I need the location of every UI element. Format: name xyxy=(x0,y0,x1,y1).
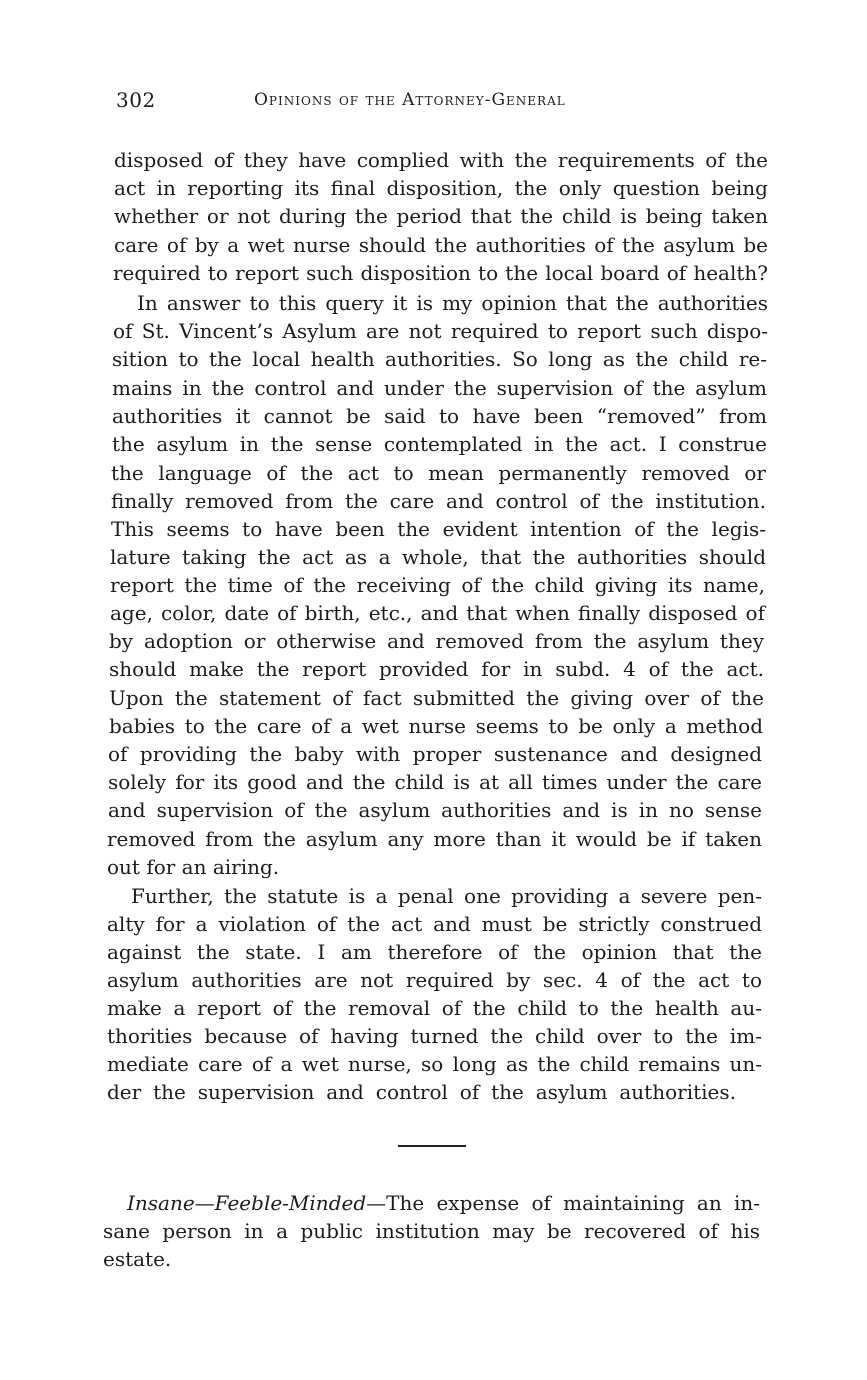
text-line: babies to the care of a wet nurse seems to be only a method xyxy=(109,714,763,738)
text-line: make a report of the removal of the child to the health au- xyxy=(107,996,762,1020)
text-line: finally removed from the care and control of the institution. xyxy=(111,489,766,513)
text-line: lature taking the act as a whole, that the authorities should xyxy=(110,545,766,569)
headnote-line-2: sane person in a public institution may be recovered of his xyxy=(103,1219,760,1243)
text-line: asylum authorities are not required by sec. 4 of the act to xyxy=(107,968,762,992)
headnote-line-3: estate. xyxy=(103,1247,172,1271)
text-line: report the time of the receiving of the child giving its name, xyxy=(110,573,765,597)
text-line: act in reporting its final disposition, the only question being xyxy=(114,176,768,200)
headnote-line-1 xyxy=(127,1189,760,1217)
page-number: 302 xyxy=(116,88,156,112)
text-line: removed from the asylum any more than it would be if taken xyxy=(107,827,762,851)
text-line: thorities because of having turned the child over to the im- xyxy=(107,1024,762,1048)
section-divider xyxy=(398,1145,466,1147)
text-line: der the supervision and control of the asylum authorities. xyxy=(107,1080,736,1104)
text-line: the asylum in the sense contemplated in the act. I construe xyxy=(112,432,767,456)
text-line: mediate care of a wet nurse, so long as the child remains un- xyxy=(107,1052,762,1076)
text-line: Further, the statute is a penal one providing a severe pen- xyxy=(131,884,762,908)
page-header xyxy=(114,88,774,122)
text-line: authorities it cannot be said to have been “removed” from xyxy=(112,404,767,428)
running-head: Opinions of the Attorney-General xyxy=(254,90,566,110)
text-line: of providing the baby with proper sustenance and designed xyxy=(108,742,762,766)
text-line: out for an airing. xyxy=(107,855,280,879)
text-line: against the state. I am therefore of the opinion that the xyxy=(107,940,762,964)
text-line: Upon the statement of fact submitted the giving over of the xyxy=(109,686,764,710)
text-line: age, color, date of birth, etc., and that when finally disposed of xyxy=(110,601,765,625)
text-line: In answer to this query it is my opinion that the authorities xyxy=(137,291,768,315)
text-line: by adoption or otherwise and removed from the asylum they xyxy=(109,629,764,653)
text-line: should make the report provided for in subd. 4 of the act. xyxy=(109,657,764,681)
text-line: required to report such disposition to the local board of health? xyxy=(113,261,768,285)
text-line: of St. Vincent’s Asylum are not required to report such dispo- xyxy=(113,319,768,343)
text-line: alty for a violation of the act and must be strictly construed xyxy=(107,912,762,936)
text-line: the language of the act to mean permanently removed or xyxy=(111,461,766,485)
headnote-subject: Insane—Feeble-Minded— xyxy=(127,1191,387,1215)
text-line: whether or not during the period that the child is being taken xyxy=(114,204,768,228)
text-line: mains in the control and under the supervision of the asylum xyxy=(112,376,767,400)
text-line: This seems to have been the evident intention of the legis- xyxy=(111,517,766,541)
text-line: care of by a wet nurse should the authorities of the asylum be xyxy=(114,233,768,257)
text-line: disposed of they have complied with the requirements of the xyxy=(114,148,768,172)
text-line: and supervision of the asylum authorities and is in no sense xyxy=(108,798,762,822)
headnote-text: The expense of maintaining an in- xyxy=(386,1191,760,1215)
text-line: sition to the local health authorities. So long as the child re- xyxy=(112,347,767,371)
text-line: solely for its good and the child is at all times under the care xyxy=(108,770,762,794)
